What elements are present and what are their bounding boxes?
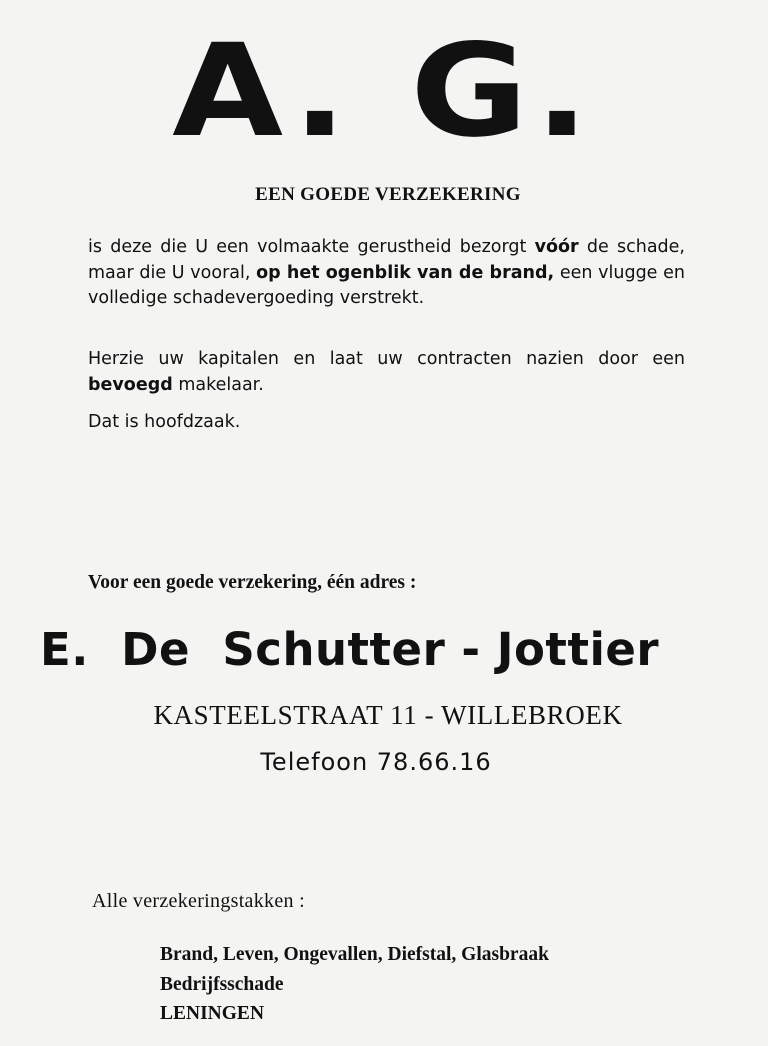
paragraph-1-bold-b: op het ogenblik van de brand,: [256, 262, 555, 283]
paragraph-1: [88, 235, 685, 312]
paragraph-1-text-b: de schade, maar die U vooral,: [88, 237, 685, 283]
company-name-text: E. De Schutter - Jottier: [40, 623, 660, 676]
paragraph-2: [88, 347, 685, 398]
paragraph-1-text-c: een vlugge en volledige schadevergoeding verstrekt.: [88, 262, 685, 308]
paragraph-3: Dat is hoofdzaak.: [88, 412, 241, 432]
branch-line: Brand, Leven, Ongevallen, Diefstal, Glasbraak: [160, 944, 549, 965]
paragraph-1-bold-a: vóór: [534, 237, 579, 257]
branches-title: Alle verzekeringstakken :: [92, 890, 305, 912]
headline: EEN GOEDE VERZEKERING: [255, 184, 521, 205]
phone-number: Telefoon 78.66.16: [260, 748, 492, 776]
address: KASTEELSTRAAT 11 - WILLEBROEK: [153, 700, 623, 730]
ag-logo-heading: A. G.: [172, 17, 596, 166]
branch-line: Bedrijfsschade: [160, 973, 284, 995]
tagline: Voor een goede verzekering, één adres :: [88, 572, 417, 593]
branches-list: [160, 940, 549, 1029]
company-name: [40, 622, 740, 678]
paragraph-2-text-a: Herzie uw kapitalen en laat uw contracten nazien door een: [88, 349, 685, 369]
paragraph-1-text-a: is deze die U een volmaakte gerustheid bezorgt: [88, 237, 535, 257]
branch-line: LENINGEN: [160, 1003, 265, 1024]
paragraph-2-bold: bevoegd: [88, 374, 173, 395]
paragraph-2-text-b: makelaar.: [172, 374, 264, 395]
